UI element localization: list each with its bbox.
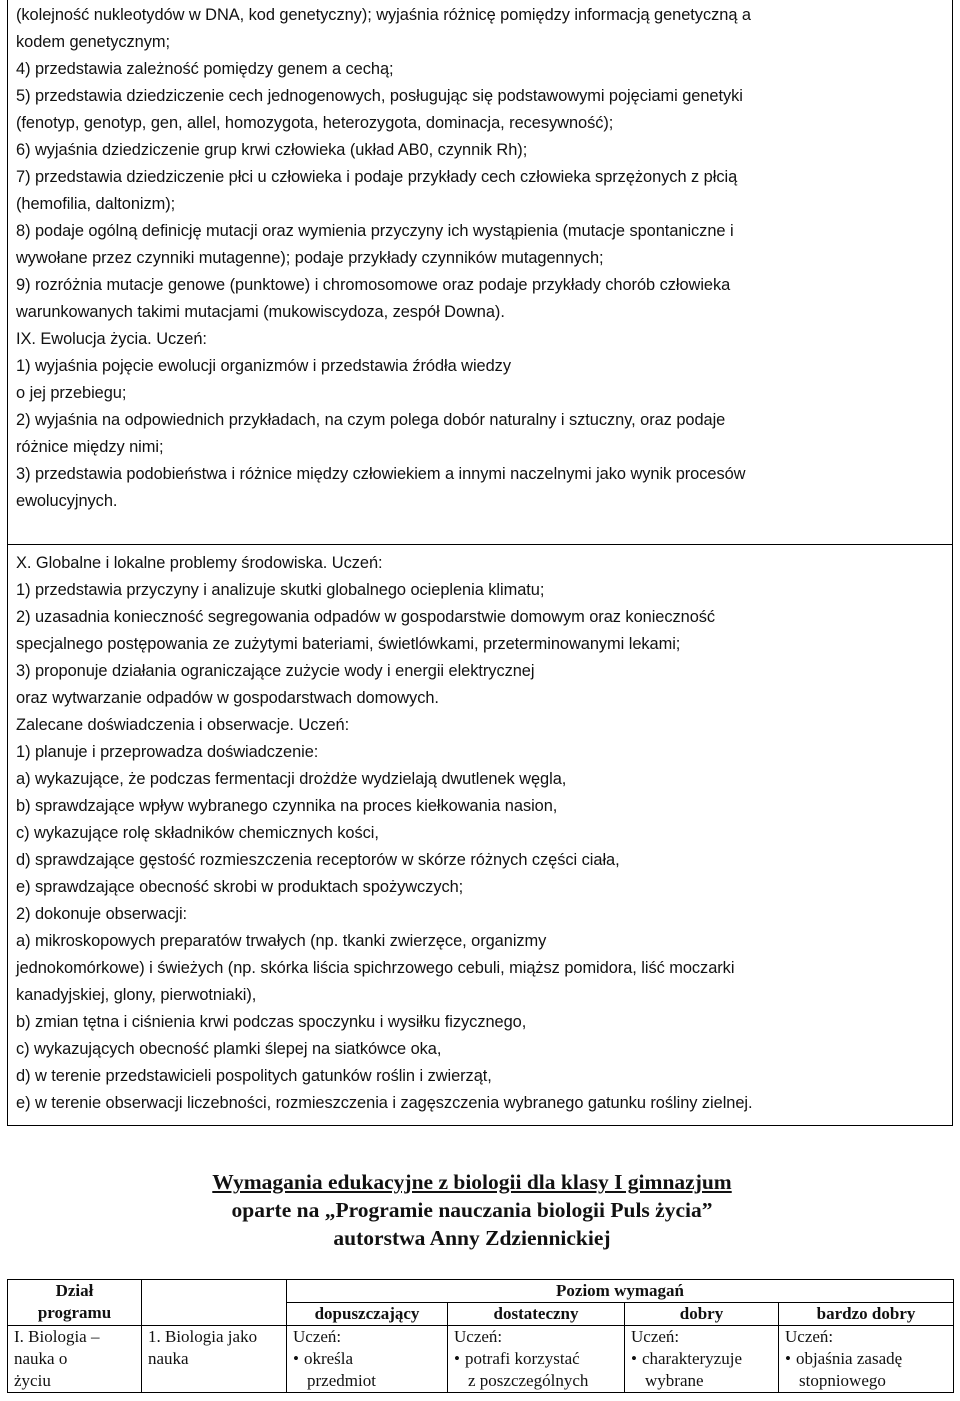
text-line: kodem genetycznym; (16, 33, 170, 51)
text-line: 3) przedstawia podobieństwa i różnice między człowiekiem a innymi naczelnymi jako wynik procesów (16, 465, 746, 483)
cell-uczen-label: Uczeń: (293, 1327, 342, 1346)
text-line: 3) proponuje działania ograniczające zużycie wody i energii elektrycznej (16, 662, 535, 680)
curriculum-section-bottom (7, 544, 953, 1126)
document-title: Wymagania edukacyjne z biologii dla klasy I gimnazjum (212, 1170, 732, 1194)
header-blank (142, 1280, 287, 1303)
document-subtitle: oparte na „Programie nauczania biologii Puls życia” (231, 1198, 713, 1222)
cell-bullet-text: • charakteryzuje (631, 1348, 772, 1370)
text-line: 6) wyjaśnia dziedziczenie grup krwi człowieka (układ AB0, czynnik Rh); (16, 141, 528, 159)
text-line: 2) wyjaśnia na odpowiednich przykładach, na czym polega dobór naturalny i sztuczny, oraz podaje (16, 411, 726, 429)
text-line: 2) dokonuje obserwacji: (16, 905, 188, 923)
text-line: b) sprawdzające wpływ wybranego czynnika na proces kiełkowania nasion, (16, 797, 558, 815)
section-bottom-lines (16, 550, 753, 1117)
cell-bullet-text: przedmiot (307, 1371, 376, 1390)
text-line: wywołane przez czynniki mutagenne); podaje przykłady czynników mutagennych; (16, 249, 604, 267)
text-line: c) wykazujące rolę składników chemicznych kości, (16, 824, 379, 842)
text-line: e) w terenie obserwacji liczebności, rozmieszczenia i zagęszczenia wybranego gatunku rośliny zielnej. (16, 1094, 753, 1112)
cell-bullet-text: stopniowego (799, 1371, 886, 1390)
cell-bullet-text: • potrafi korzystać (454, 1348, 618, 1370)
cell-uczen-label: Uczeń: (631, 1327, 680, 1346)
cell-uczen-label: Uczeń: (454, 1327, 503, 1346)
text-line: o jej przebiegu; (16, 384, 127, 402)
section-top-lines (16, 2, 751, 515)
header-blank-2 (142, 1303, 287, 1326)
text-line: oraz wytwarzanie odpadów w gospodarstwach domowych. (16, 689, 439, 707)
header-dzial-line2: programu (37, 1303, 112, 1322)
cell-bullet-text: z poszczególnych (468, 1371, 589, 1390)
cell-temat (142, 1326, 287, 1393)
cell-dzial-line: I. Biologia – (14, 1327, 100, 1346)
text-line: c) wykazujących obecność plamki ślepej na siatkówce oka, (16, 1040, 442, 1058)
text-line: X. Globalne i lokalne problemy środowiska. Uczeń: (16, 554, 383, 572)
requirements-table (7, 1279, 954, 1393)
level-dobry: dobry (625, 1303, 779, 1326)
text-line: 1) wyjaśnia pojęcie ewolucji organizmów i przedstawia źródła wiedzy (16, 357, 511, 375)
text-line: różnice między nimi; (16, 438, 164, 456)
text-line: IX. Ewolucja życia. Uczeń: (16, 330, 207, 348)
table-header-row (8, 1280, 954, 1303)
text-line: jednokomórkowe) i świeżych (np. skórka liścia spichrzowego cebuli, miąższ pomidora, liść moczarki (16, 959, 735, 977)
cell-dzial-line: życiu (14, 1371, 51, 1390)
level-bardzo-dobry: bardzo dobry (779, 1303, 954, 1326)
header-poziom-wymagan: Poziom wymagań (287, 1280, 954, 1303)
header-dzial-line1: Dział (55, 1281, 94, 1300)
curriculum-section-top (7, 0, 953, 545)
cell-dostateczny (448, 1326, 625, 1393)
cell-bullet-text: • określa (293, 1348, 441, 1370)
text-line: 9) rozróżnia mutacje genowe (punktowe) i chromosomowe oraz podaje przykłady chorób człowieka (16, 276, 731, 294)
text-line: ewolucyjnych. (16, 492, 118, 510)
level-dostateczny: dostateczny (448, 1303, 625, 1326)
cell-uczen-label: Uczeń: (785, 1327, 834, 1346)
cell-dobry (625, 1326, 779, 1393)
table-levels-row (8, 1303, 954, 1326)
cell-bullet-text: wybrane (645, 1371, 704, 1390)
text-line: kanadyjskiej, glony, pierwotniaki), (16, 986, 257, 1004)
cell-temat-line: nauka (148, 1349, 189, 1368)
text-line: 1) przedstawia przyczyny i analizuje skutki globalnego ocieplenia klimatu; (16, 581, 545, 599)
text-line: d) sprawdzające gęstość rozmieszczenia receptorów w skórze różnych części ciała, (16, 851, 620, 869)
cell-dopuszczajacy (287, 1326, 448, 1393)
text-line: 1) planuje i przeprowadza doświadczenie: (16, 743, 319, 761)
text-line: warunkowanych takimi mutacjami (mukowiscydoza, zespół Downa). (16, 303, 505, 321)
level-dopuszczajacy: dopuszczający (287, 1303, 448, 1326)
cell-bardzo-dobry (779, 1326, 954, 1393)
cell-dzial (8, 1326, 142, 1393)
text-line: Zalecane doświadczenia i obserwacje. Uczeń: (16, 716, 350, 734)
text-line: 8) podaje ogólną definicję mutacji oraz wymienia przyczyny ich wystąpienia (mutacje spontaniczne i (16, 222, 734, 240)
text-line: (hemofilia, daltonizm); (16, 195, 176, 213)
cell-temat-line: 1. Biologia jako (148, 1327, 258, 1346)
table-row (8, 1326, 954, 1393)
text-line: b) zmian tętna i ciśnienia krwi podczas spoczynku i wysiłku fizycznego, (16, 1013, 527, 1031)
text-line: 7) przedstawia dziedziczenie płci u człowieka i podaje przykłady cech człowieka sprzężonych z płcią (16, 168, 738, 186)
cell-bullet-text: • objaśnia zasadę (785, 1348, 947, 1370)
document-author: autorstwa Anny Zdziennickiej (333, 1226, 611, 1250)
text-line: e) sprawdzające obecność skrobi w produktach spożywczych; (16, 878, 464, 896)
text-line: 4) przedstawia zależność pomiędzy genem a cechą; (16, 60, 394, 78)
text-line: specjalnego postępowania ze zużytymi bateriami, świetlówkami, przeterminowanymi lekami; (16, 635, 681, 653)
header-dzial-programu (8, 1280, 142, 1326)
text-line: a) wykazujące, że podczas fermentacji drożdże wydzielają dwutlenek węgla, (16, 770, 567, 788)
text-line: 5) przedstawia dziedziczenie cech jednogenowych, posługując się podstawowymi pojęciami genetyki (16, 87, 743, 105)
text-line: d) w terenie przedstawicieli pospolitych gatunków roślin i zwierząt, (16, 1067, 492, 1085)
cell-dzial-line: nauka o (14, 1349, 68, 1368)
text-line: a) mikroskopowych preparatów trwałych (np. tkanki zwierzęce, organizmy (16, 932, 547, 950)
text-line: (fenotyp, genotyp, gen, allel, homozygota, heterozygota, dominacja, recesywność); (16, 114, 614, 132)
text-line: 2) uzasadnia konieczność segregowania odpadów w gospodarstwie domowym oraz konieczność (16, 608, 716, 626)
text-line: (kolejność nukleotydów w DNA, kod genetyczny); wyjaśnia różnicę pomiędzy informacją genetyczną a (16, 6, 751, 24)
